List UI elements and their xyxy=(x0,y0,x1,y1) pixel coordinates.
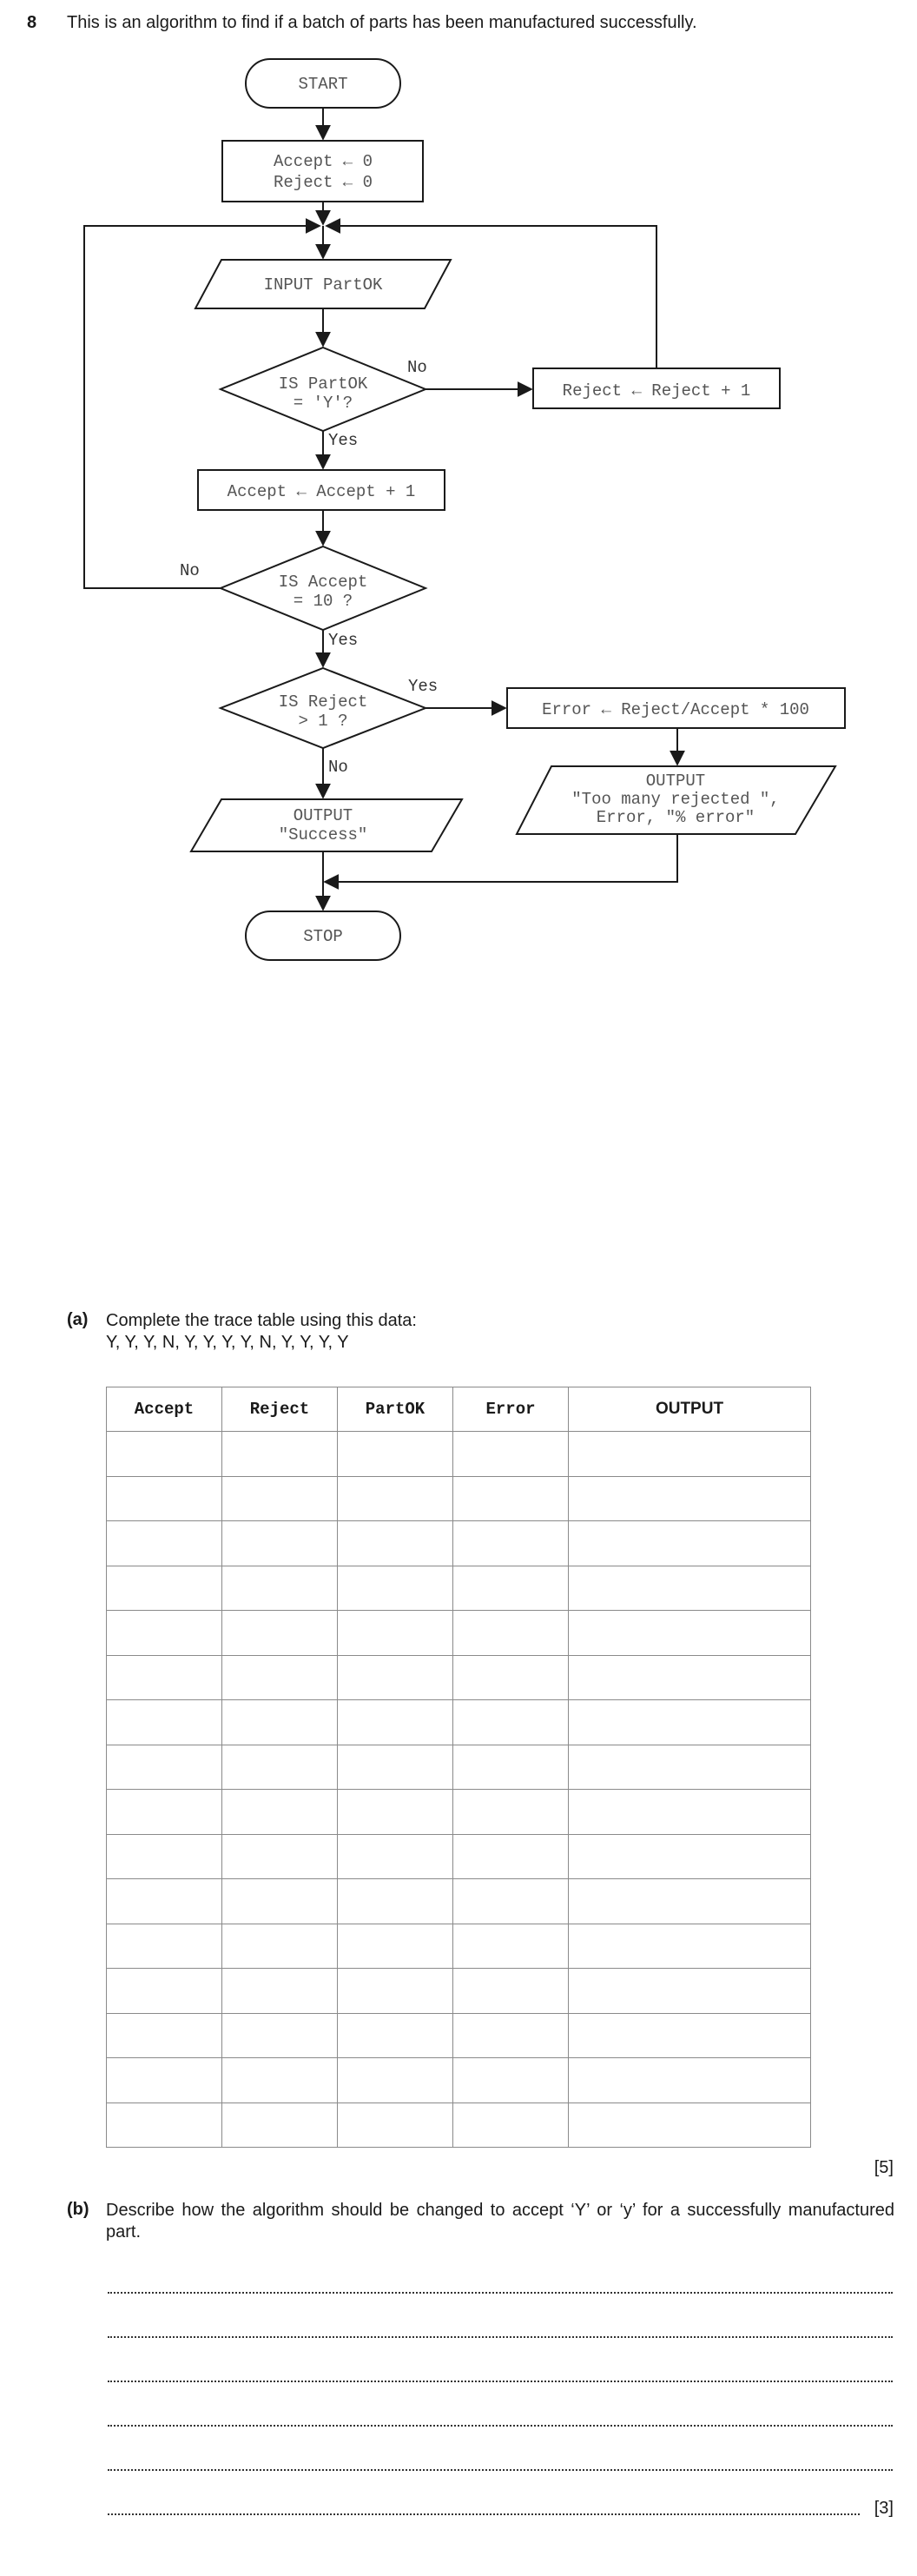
trace-table-cell[interactable] xyxy=(222,2013,338,2058)
trace-table-cell[interactable] xyxy=(569,2058,811,2103)
trace-table-cell[interactable] xyxy=(222,1700,338,1745)
trace-table-row xyxy=(107,1700,811,1745)
decision1-no-label: No xyxy=(407,358,427,377)
trace-table-cell[interactable] xyxy=(453,1790,569,1835)
trace-table-cell[interactable] xyxy=(338,1655,453,1700)
trace-table-row xyxy=(107,1432,811,1477)
trace-table-cell[interactable] xyxy=(338,2058,453,2103)
trace-table-cell[interactable] xyxy=(453,1969,569,2014)
header-reject: Reject xyxy=(222,1387,338,1432)
decision1-yes-label: Yes xyxy=(328,431,359,450)
trace-table-cell[interactable] xyxy=(107,1566,222,1611)
trace-table-cell[interactable] xyxy=(569,1790,811,1835)
trace-table-cell[interactable] xyxy=(222,1924,338,1969)
trace-table-cell[interactable] xyxy=(338,1924,453,1969)
trace-table-cell[interactable] xyxy=(569,1655,811,1700)
decision1-line2: = 'Y'? xyxy=(293,394,353,413)
part-b-question: Describe how the algorithm should be changed to accept ‘Y’ or ‘y’ for a successfully manufactured part. xyxy=(106,2201,894,2242)
trace-table-cell[interactable] xyxy=(107,2103,222,2148)
trace-table-cell[interactable] xyxy=(222,1790,338,1835)
trace-table-cell[interactable] xyxy=(222,1432,338,1477)
trace-table-cell[interactable] xyxy=(107,1790,222,1835)
trace-table-cell[interactable] xyxy=(107,1745,222,1790)
trace-table-cell[interactable] xyxy=(569,1700,811,1745)
trace-table-cell[interactable] xyxy=(453,1834,569,1879)
trace-table-cell[interactable] xyxy=(222,1745,338,1790)
trace-table-row xyxy=(107,1790,811,1835)
trace-table-cell[interactable] xyxy=(569,1745,811,1790)
trace-table-row xyxy=(107,2013,811,2058)
trace-table-cell[interactable] xyxy=(222,1879,338,1924)
decision2-yes-label: Yes xyxy=(328,631,359,650)
output-error-line1: OUTPUT xyxy=(645,771,706,791)
trace-table-cell[interactable] xyxy=(107,1655,222,1700)
trace-table-cell[interactable] xyxy=(107,1521,222,1566)
trace-table-cell[interactable] xyxy=(338,2103,453,2148)
decision3-line2: > 1 ? xyxy=(298,712,348,731)
trace-table-cell[interactable] xyxy=(222,1611,338,1656)
part-b-marks: [3] xyxy=(874,2499,894,2518)
trace-table-cell[interactable] xyxy=(569,1521,811,1566)
trace-table-cell[interactable] xyxy=(222,1969,338,2014)
header-output: OUTPUT xyxy=(569,1387,811,1432)
trace-table-cell[interactable] xyxy=(453,1879,569,1924)
trace-table-cell[interactable] xyxy=(222,2058,338,2103)
decision3-yes-label: Yes xyxy=(408,677,439,696)
trace-table-cell[interactable] xyxy=(453,1566,569,1611)
algorithm-flowchart xyxy=(0,0,917,990)
trace-table-cell[interactable] xyxy=(453,2103,569,2148)
trace-table-row xyxy=(107,1476,811,1521)
trace-table-row xyxy=(107,1745,811,1790)
trace-table-cell[interactable] xyxy=(453,1611,569,1656)
trace-table-cell[interactable] xyxy=(453,1476,569,1521)
trace-table-cell[interactable] xyxy=(107,2013,222,2058)
trace-table-cell[interactable] xyxy=(453,1521,569,1566)
answer-line[interactable] xyxy=(108,2336,893,2338)
trace-table-cell[interactable] xyxy=(569,1432,811,1477)
decision3-no-label: No xyxy=(328,758,348,777)
trace-table-cell[interactable] xyxy=(107,1924,222,1969)
trace-table-cell[interactable] xyxy=(569,1566,811,1611)
trace-table-row xyxy=(107,1879,811,1924)
trace-table-cell[interactable] xyxy=(107,1834,222,1879)
trace-table-cell[interactable] xyxy=(569,2013,811,2058)
header-partok: PartOK xyxy=(338,1387,453,1432)
trace-table-cell[interactable] xyxy=(107,1476,222,1521)
trace-table-cell[interactable] xyxy=(338,2013,453,2058)
output-error-line2: "Too many rejected ", xyxy=(571,790,780,809)
trace-table-cell[interactable] xyxy=(569,1476,811,1521)
part-a-line1: Complete the trace table using this data: xyxy=(106,1311,417,1330)
trace-table-cell[interactable] xyxy=(338,1521,453,1566)
decision2-line1: IS Accept xyxy=(278,573,368,592)
decision2-no-label: No xyxy=(180,561,200,580)
trace-table-row xyxy=(107,1834,811,1879)
part-a-label: (a) xyxy=(67,1310,89,1329)
answer-line[interactable] xyxy=(108,2292,893,2294)
trace-table-cell[interactable] xyxy=(338,1879,453,1924)
trace-table-row xyxy=(107,1924,811,1969)
trace-table-cell[interactable] xyxy=(453,1745,569,1790)
trace-table-cell[interactable] xyxy=(338,1700,453,1745)
trace-table-cell[interactable] xyxy=(338,1476,453,1521)
output-success-line2: "Success" xyxy=(278,825,368,844)
decision3-line1: IS Reject xyxy=(278,692,368,712)
init-reject-label: Reject ← 0 xyxy=(273,173,373,192)
trace-table-cell[interactable] xyxy=(107,1611,222,1656)
trace-table-cell[interactable] xyxy=(338,1969,453,2014)
trace-table-cell[interactable] xyxy=(222,2103,338,2148)
header-accept: Accept xyxy=(107,1387,222,1432)
trace-table-cell[interactable] xyxy=(338,1745,453,1790)
part-a-data: Y, Y, Y, N, Y, Y, Y, Y, N, Y, Y, Y, Y xyxy=(106,1333,349,1352)
trace-table-cell[interactable] xyxy=(569,1969,811,2014)
start-label: START xyxy=(298,75,348,94)
trace-table-cell[interactable] xyxy=(222,1655,338,1700)
trace-table-row xyxy=(107,1969,811,2014)
part-b-label: (b) xyxy=(67,2200,89,2219)
trace-table-row xyxy=(107,2058,811,2103)
output-error-line3: Error, "% error" xyxy=(596,808,755,827)
output-success-line1: OUTPUT xyxy=(293,806,353,825)
part-a-marks: [5] xyxy=(874,2158,894,2177)
trace-table-cell[interactable] xyxy=(453,1700,569,1745)
decision1-line1: IS PartOK xyxy=(278,374,368,394)
trace-table-cell[interactable] xyxy=(453,1924,569,1969)
trace-table-cell[interactable] xyxy=(107,2058,222,2103)
trace-table-row xyxy=(107,1521,811,1566)
trace-table-cell[interactable] xyxy=(222,1476,338,1521)
trace-table-cell[interactable] xyxy=(569,1834,811,1879)
trace-table-cell[interactable] xyxy=(453,2058,569,2103)
trace-table-cell[interactable] xyxy=(453,2013,569,2058)
trace-table-cell[interactable] xyxy=(107,1879,222,1924)
decision2-line2: = 10 ? xyxy=(293,592,353,611)
answer-line[interactable] xyxy=(108,2425,893,2427)
reject-increment-label: Reject ← Reject + 1 xyxy=(562,381,751,401)
trace-table xyxy=(106,1387,811,2148)
trace-table-row xyxy=(107,1566,811,1611)
trace-table-cell[interactable] xyxy=(569,1924,811,1969)
accept-increment-label: Accept ← Accept + 1 xyxy=(227,482,416,501)
answer-line[interactable] xyxy=(108,2381,893,2382)
trace-table-row xyxy=(107,1655,811,1700)
trace-table-cell[interactable] xyxy=(338,1790,453,1835)
trace-table-cell[interactable] xyxy=(453,1655,569,1700)
answer-line[interactable] xyxy=(108,2469,893,2471)
trace-table-cell[interactable] xyxy=(453,1432,569,1477)
trace-table-cell[interactable] xyxy=(222,1834,338,1879)
trace-table-cell[interactable] xyxy=(107,1432,222,1477)
part-a-instructions xyxy=(106,1310,417,1354)
trace-table-row xyxy=(107,1611,811,1656)
trace-table-cell[interactable] xyxy=(338,1566,453,1611)
trace-table-row xyxy=(107,2103,811,2148)
question-text: This is an algorithm to find if a batch of parts has been manufactured successfully. xyxy=(67,13,697,32)
input-label: INPUT PartOK xyxy=(263,275,383,295)
init-process xyxy=(222,141,423,202)
trace-table-cell[interactable] xyxy=(338,1432,453,1477)
trace-table-cell[interactable] xyxy=(569,2103,811,2148)
trace-table-cell[interactable] xyxy=(222,1566,338,1611)
stop-label: STOP xyxy=(303,927,343,946)
trace-table-header-row xyxy=(107,1387,811,1432)
trace-table-cell[interactable] xyxy=(569,1879,811,1924)
error-calc-label: Error ← Reject/Accept * 100 xyxy=(542,700,809,719)
trace-table-cell[interactable] xyxy=(107,1700,222,1745)
init-accept-label: Accept ← 0 xyxy=(273,152,373,171)
trace-table-cell[interactable] xyxy=(569,1611,811,1656)
trace-table-cell[interactable] xyxy=(107,1969,222,2014)
header-error: Error xyxy=(453,1387,569,1432)
trace-table-cell[interactable] xyxy=(222,1521,338,1566)
trace-table-cell[interactable] xyxy=(338,1611,453,1656)
answer-line[interactable] xyxy=(108,2513,860,2515)
trace-table-cell[interactable] xyxy=(338,1834,453,1879)
question-number: 8 xyxy=(27,13,37,32)
